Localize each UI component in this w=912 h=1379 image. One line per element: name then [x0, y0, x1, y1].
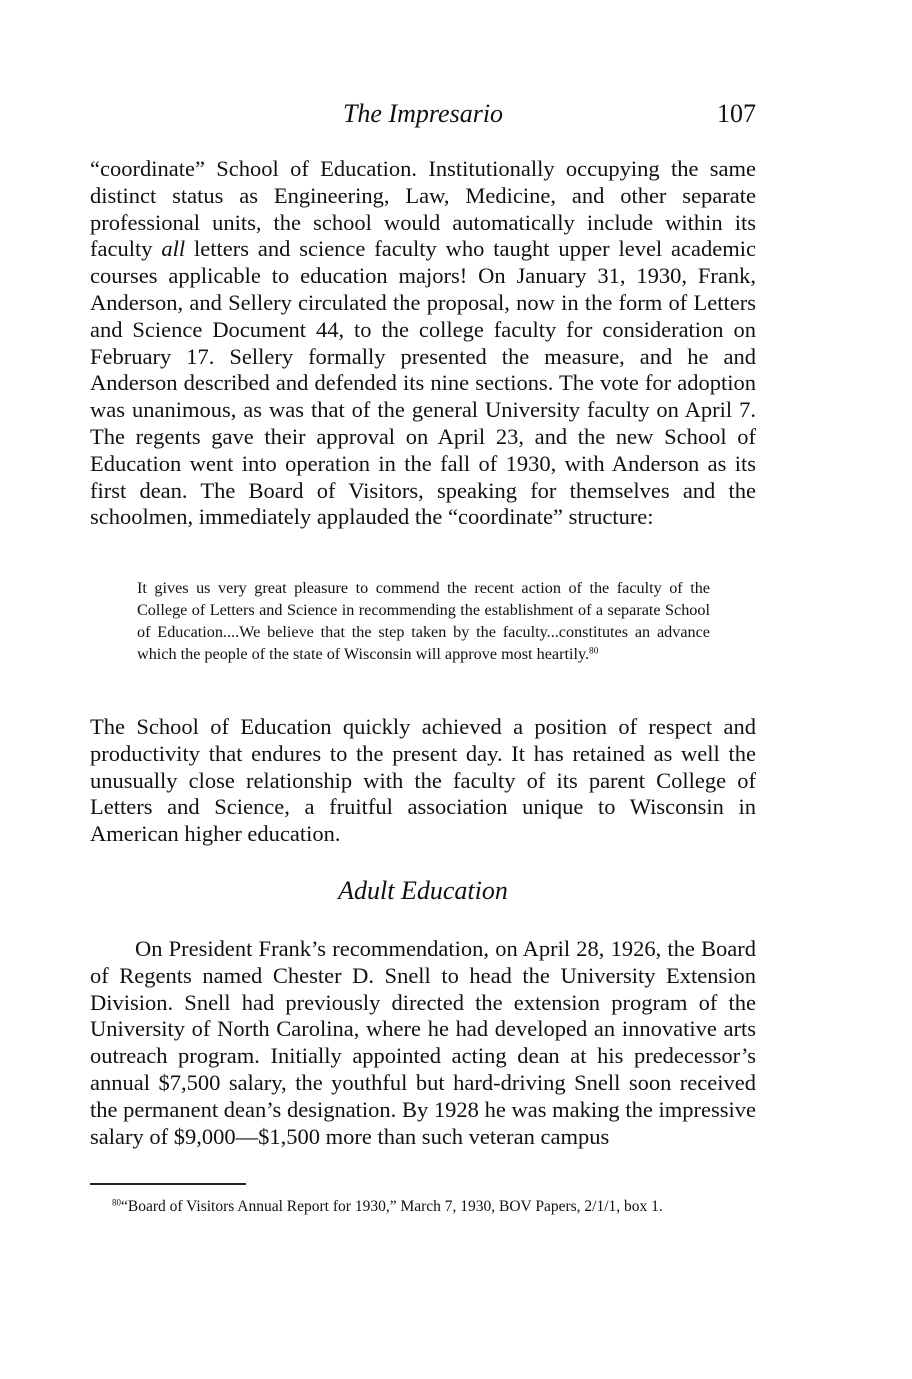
running-title: The Impresario: [342, 99, 504, 128]
paragraph-1-emphasis: all: [161, 236, 186, 262]
footnote-reference: 80: [589, 646, 599, 657]
footnote-divider: [90, 1183, 246, 1185]
footnote-number: 80: [112, 1197, 121, 1208]
block-quote: [137, 577, 710, 665]
running-head: [90, 96, 756, 132]
footnote: [112, 1196, 772, 1218]
page-number: 107: [717, 99, 756, 128]
paragraph-1-text-a: “coordinate” School of Education. Institutionally occupying the same distinct status as Engineering, Law, Medicine, and other separate professional units, the school would automatically include within its faculty: [90, 156, 756, 262]
block-quote-text: It gives us very great pleasure to commend the recent action of the faculty of the College of Letters and Science in recommending the establishment of a separate School of Education....We believe that the step taken by the faculty...constitutes an advance which the people of the state of Wisconsin will approve most heartily.: [137, 579, 710, 663]
section-heading: Adult Education: [338, 876, 508, 905]
paragraph-1-text-b: letters and science faculty who taught upper level academic courses applicable to education majors! On January 31, 1930, Frank, Anderson, and Sellery circulated the proposal, now in the form of Letters and Science Document 44, to the college faculty for consideration on February 17. Sellery formally presented the measure, and he and Anderson described and defended its nine sections. The vote for adoption was unanimous, as was that of the general University faculty on April 7. The regents gave their approval on April 23, and the new School of Education went into operation in the fall of 1930, with Anderson as its first dean. The Board of Visitors, speaking for themselves and the schoolmen, immediately applauded the “coordinate” structure:: [90, 236, 756, 530]
footnote-text: “Board of Visitors Annual Report for 1930,” March 7, 1930, BOV Papers, 2/1/1, box 1.: [120, 1198, 663, 1215]
body-paragraph-3: On President Frank’s recommendation, on April 28, 1926, the Board of Regents named Chester D. Snell to head the University Extension Division. Snell had previously directed the extension program of the University of North Carolina, where he had developed an innovative arts outreach program. Initially appointed acting dean at his predecessor’s annual $7,500 salary, the youthful but hard-driving Snell soon received the permanent dean’s designation. By 1928 he was making the impressive salary of $9,000—$1,500 more than such veteran campus: [90, 936, 756, 1149]
body-paragraph-2: The School of Education quickly achieved a position of respect and productivity that endures to the present day. It has retained as well the unusually close relationship with the faculty of its parent College of Letters and Science, a fruitful association unique to Wisconsin in American higher education.: [90, 714, 756, 847]
body-paragraph-1: [90, 156, 756, 531]
